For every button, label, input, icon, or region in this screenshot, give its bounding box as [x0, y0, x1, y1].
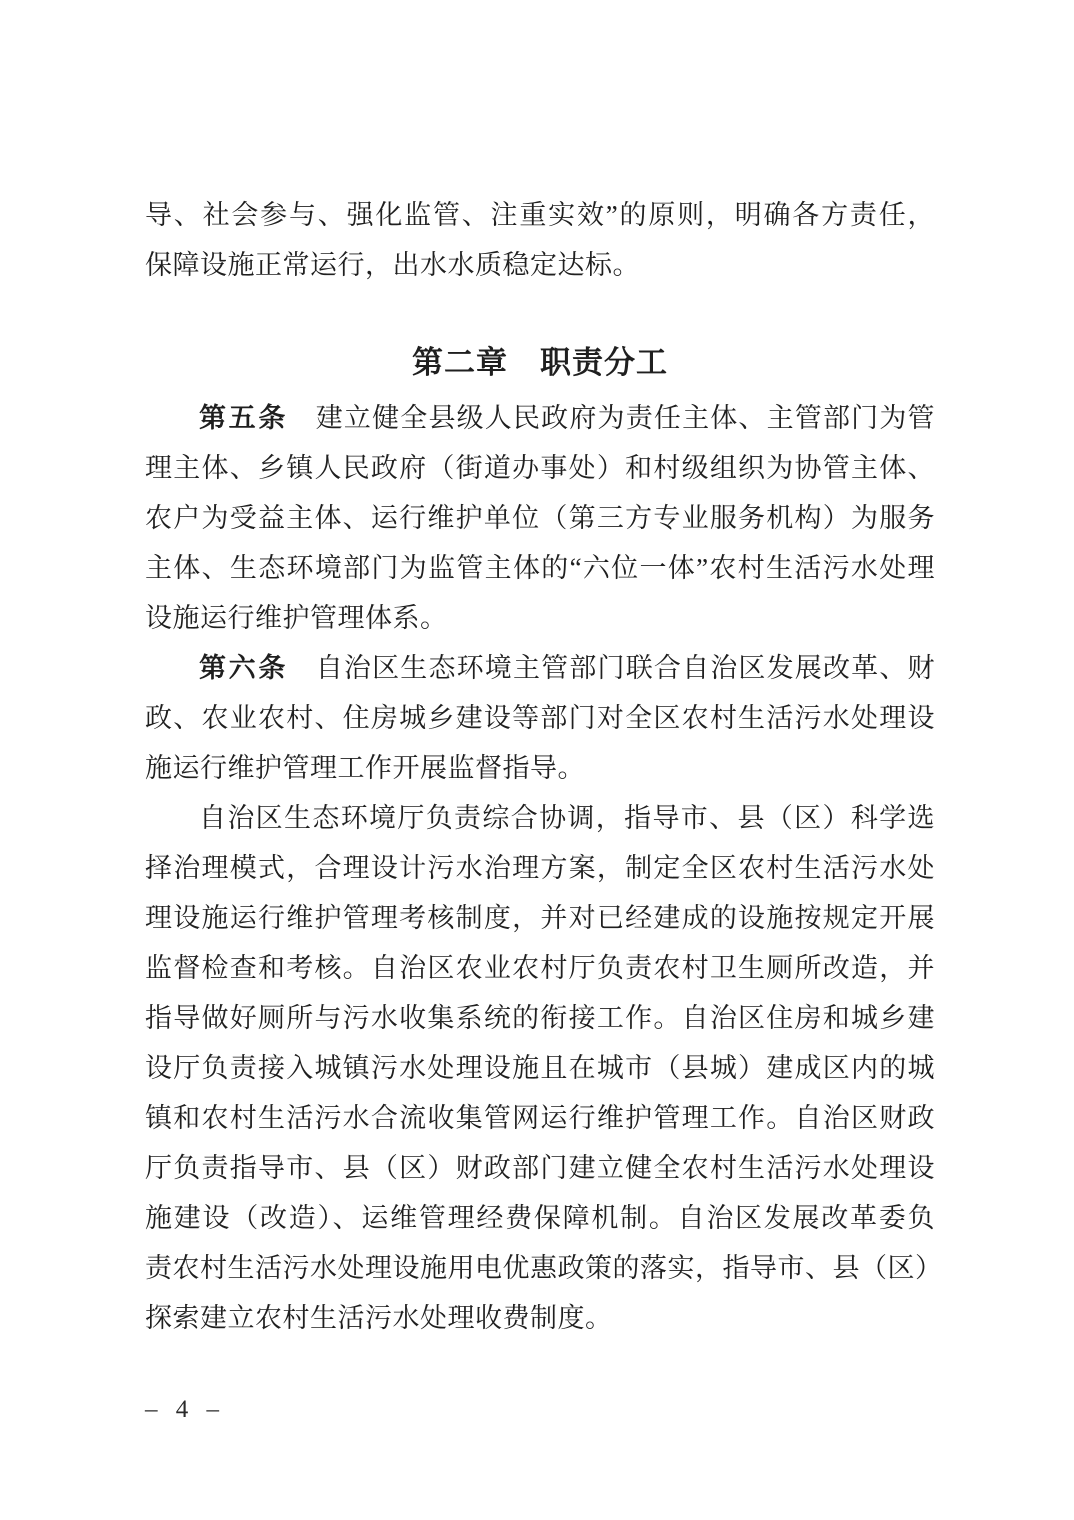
- text-line: 设厅负责接入城镇污水处理设施且在城市（县城）建成区内的城: [145, 1053, 935, 1083]
- text-line: 农户为受益主体、运行维护单位（第三方专业服务机构）为服务: [145, 503, 935, 533]
- text-line: 监督检查和考核。自治区农业农村厅负责农村卫生厕所改造，并: [145, 953, 935, 983]
- text-line: 设施运行维护管理体系。: [145, 603, 448, 633]
- line-text: 建立健全县级人民政府为责任主体、主管部门为管: [315, 403, 936, 433]
- text-line: 施运行维护管理工作开展监督指导。: [145, 753, 585, 783]
- text-line: [145, 643, 935, 693]
- article-label: 第五条: [199, 403, 289, 433]
- text-line: 镇和农村生活污水合流收集管网运行维护管理工作。自治区财政: [145, 1103, 935, 1133]
- text-line: 择治理模式，合理设计污水治理方案，制定全区农村生活污水处: [145, 853, 935, 883]
- document-body: [145, 0, 943, 1343]
- text-line: 施建设（改造）、运维管理经费保障机制。自治区发展改革委负: [145, 1203, 935, 1233]
- page-number: – 4 –: [145, 1396, 225, 1423]
- text-line: 指导做好厕所与污水收集系统的衔接工作。自治区住房和城乡建: [145, 1003, 935, 1033]
- text-line: 政、农业农村、住房城乡建设等部门对全区农村生活污水处理设: [145, 703, 935, 733]
- text-line: 理主体、乡镇人民政府（街道办事处）和村级组织为协管主体、: [145, 453, 935, 483]
- text-line: 理设施运行维护管理考核制度，并对已经建成的设施按规定开展: [145, 903, 935, 933]
- chapter-heading: 第二章 职责分工: [412, 345, 668, 380]
- text-line: 责农村生活污水处理设施用电优惠政策的落实，指导市、县（区）: [145, 1253, 943, 1283]
- text-line: 主体、生态环境部门为监管主体的“六位一体”农村生活污水处理: [145, 553, 935, 583]
- text-line: [145, 393, 935, 443]
- text-line: 自治区生态环境厅负责综合协调，指导市、县（区）科学选: [199, 803, 935, 833]
- text-line: 探索建立农村生活污水处理收费制度。: [145, 1303, 613, 1333]
- text-line: 保障设施正常运行，出水水质稳定达标。: [145, 250, 640, 280]
- article-label: 第六条: [199, 653, 289, 683]
- line-text: 自治区生态环境主管部门联合自治区发展改革、财: [315, 653, 936, 683]
- text-line: 厅负责指导市、县（区）财政部门建立健全农村生活污水处理设: [145, 1153, 935, 1183]
- text-line: 导、社会参与、强化监管、注重实效”的原则，明确各方责任，: [145, 200, 935, 230]
